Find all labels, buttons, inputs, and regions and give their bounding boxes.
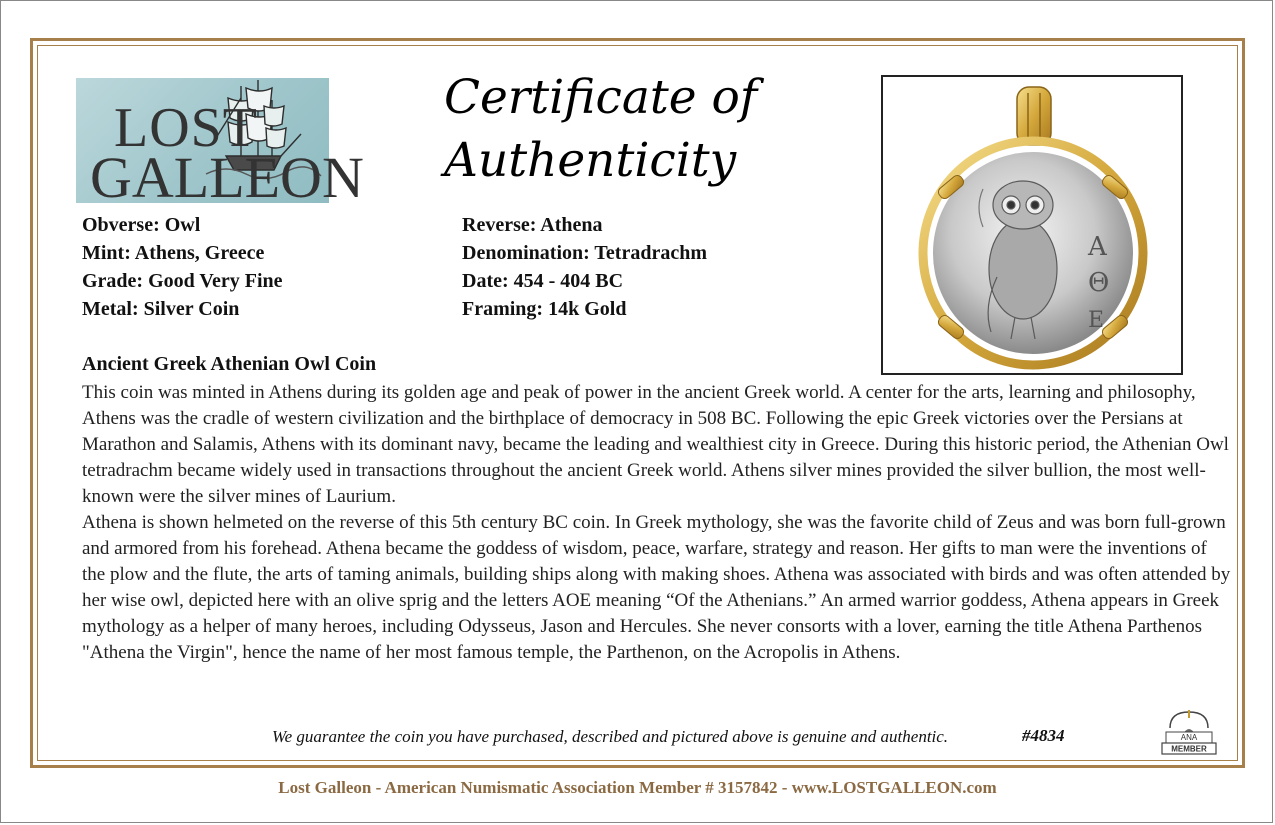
description-paragraph-2: Athena is shown helmeted on the reverse of this 5th century BC coin. In Greek mythology, she was the favorite child of Zeus and was born full-grown and armored from his forehead. Athena became the goddess of wisdom, peace, warfare, strategy and reason. Her gifts to man were the inventions of the plow and the flute, the arts of taming animals, building ships along with making shoes. Athena was associated with birds and was often attended by her wise owl, depicted here with an olive sprig and the letters AOE meaning “Of the Athenians.” An armed warrior goddess, Athena appears in Greek mythology as a helper of many heroes, including Odysseus, Jason and Hercules. She never consorts with a lover, earning the title Athena Parthenos "Athena the Virgin", hence the name of her most famous temple, the Parthenon, on the Acropolis in Athens.	[82, 512, 1231, 663]
description-body	[82, 380, 1232, 666]
svg-text:Θ: Θ	[1088, 268, 1110, 298]
coin-photo	[881, 75, 1183, 375]
title-line2: Authenticity	[444, 133, 737, 188]
spec-metal: Metal: Silver Coin	[82, 298, 240, 320]
title-line1: Certificate of	[444, 70, 758, 125]
logo-text-line2: GALLEON	[90, 145, 364, 210]
certificate-number: #4834	[1022, 726, 1065, 745]
spec-grade: Grade: Good Very Fine	[82, 270, 283, 292]
coin-pendant-image	[883, 77, 1181, 373]
spec-mint: Mint: Athens, Greece	[82, 242, 265, 264]
specs-right-column	[462, 211, 707, 323]
description-paragraph-1: This coin was minted in Athens during its golden age and peak of power in the ancient Greek world. A center for the arts, learning and philosophy, Athens was the cradle of western civilization and the birthplace of democracy in 508 BC. Following the epic Greek victories over the Persians at Marathon and Salamis, Athens with its dominant navy, became the leading and wealthiest city in Greece. During this historic period, the Athenian Owl tetradrachm became widely used in transactions throughout the ancient Greek world. Athens silver mines provided the silver bullion, the most well-known were the silver mines of Laurium.	[82, 382, 1229, 507]
spec-framing: Framing: 14k Gold	[462, 298, 627, 320]
svg-text:Ε: Ε	[1088, 308, 1105, 333]
spec-obverse: Obverse: Owl	[82, 214, 201, 236]
coin-inscription: Α	[1088, 232, 1107, 262]
footer-membership-line: Lost Galleon - American Numismatic Association Member # 3157842 - www.LOSTGALLEON.com	[278, 778, 997, 797]
ana-badge-bottom-text: MEMBER	[1171, 744, 1207, 754]
ana-badge-top-text: ANA	[1180, 733, 1198, 742]
logo-text-line1: LOST	[114, 97, 258, 159]
spec-denomination: Denomination: Tetradrachm	[462, 242, 707, 264]
guarantee-statement: We guarantee the coin you have purchased, described and pictured above is genuine and authentic.	[272, 727, 949, 746]
specs-left-column	[82, 211, 283, 323]
ana-member-badge-icon	[1158, 706, 1220, 756]
lost-galleon-logo	[76, 78, 364, 210]
spec-date: Date: 454 - 404 BC	[462, 270, 624, 292]
certificate-title	[444, 66, 764, 192]
spec-reverse: Reverse: Athena	[462, 214, 603, 236]
description-heading: Ancient Greek Athenian Owl Coin	[82, 353, 377, 375]
